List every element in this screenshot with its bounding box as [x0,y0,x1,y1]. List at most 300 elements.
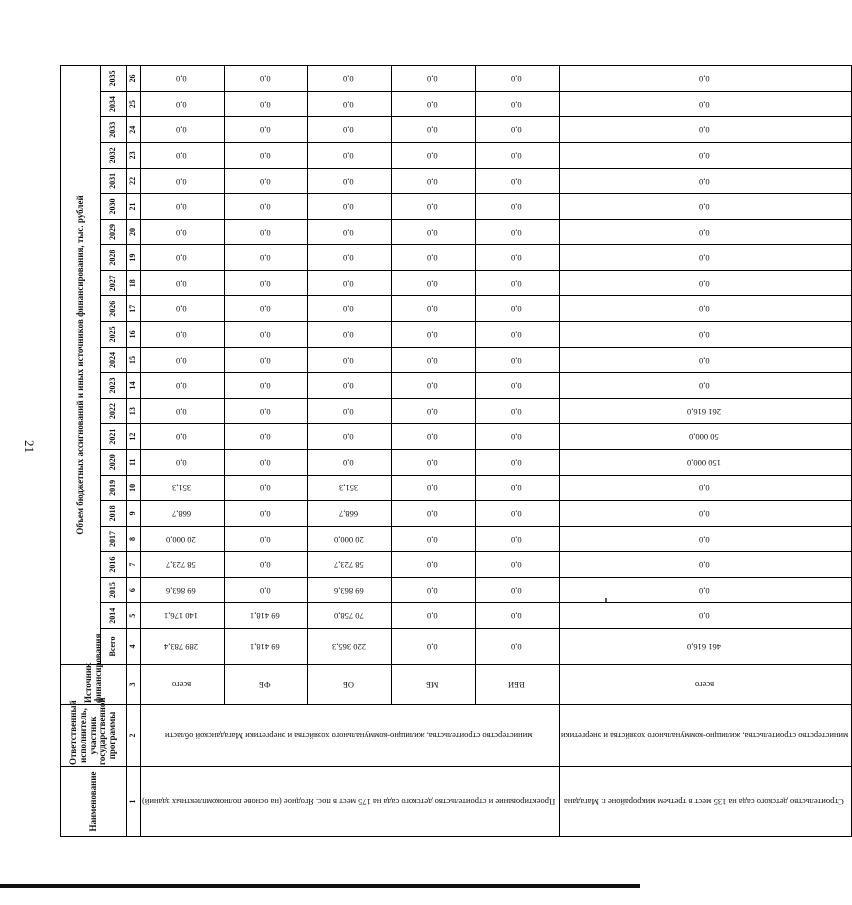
value-cell [475,629,559,665]
column-number-cell [127,245,141,271]
header-year-cell [101,577,127,603]
header-year-cell [101,91,127,117]
funding-value: 0,0 [259,381,271,392]
funding-value: 0,0 [259,330,271,341]
column-number-cell [127,168,141,194]
column-number-cell [127,219,141,245]
value-cell [475,117,559,143]
project-name: Проектирование и строительство детского сада на 175 мест в пос. Ягодное (на основе полнокомплектных зданий) [142,797,556,808]
value-cell [559,245,852,271]
value-cell [559,117,852,143]
funding-value: 0,0 [175,176,187,187]
funding-value: 0,0 [510,227,522,238]
funding-value: 0,0 [426,381,438,392]
value-cell [141,603,225,629]
value-cell [559,91,852,117]
value-cell [475,168,559,194]
table-rotation-wrapper [60,65,848,837]
funding-value: 0,0 [343,227,354,238]
funding-value: 0,0 [510,99,522,110]
funding-value: 0,0 [510,74,522,85]
value-cell [475,603,559,629]
header-year: 2025 [108,326,118,343]
funding-value: 140 176,1 [164,611,199,622]
funding-value: 0,0 [510,406,522,417]
value-cell [475,219,559,245]
value-cell [224,373,308,399]
column-number: 2 [128,733,138,738]
value-cell [141,347,225,373]
value-cell [224,322,308,348]
funding-source-cell [224,665,308,705]
project-name-cell [559,767,852,837]
header-funding-group-cell [61,66,101,665]
header-name: Наименование [87,771,98,832]
header-year-cell [101,194,127,220]
header-year-cell [101,296,127,322]
value-cell [559,398,852,424]
funding-value: 0,0 [426,560,438,571]
header-year-cell [101,424,127,450]
value-cell [392,347,476,373]
column-number: 11 [128,458,138,467]
header-year: 2015 [108,582,118,599]
column-number-cell [127,629,141,665]
value-cell [141,577,225,603]
value-cell [475,577,559,603]
funding-value: 0,0 [426,150,438,161]
value-cell [392,322,476,348]
column-number: 12 [128,432,138,441]
funding-value: 0,0 [343,355,354,366]
funding-value: 0,0 [343,330,354,341]
funding-value: 0,0 [426,457,438,468]
value-cell [559,322,852,348]
funding-value: 261 616,0 [687,406,722,417]
value-cell [475,194,559,220]
value-cell [559,424,852,450]
value-cell [224,219,308,245]
funding-value: 0,0 [175,278,187,289]
funding-value: 0,0 [175,125,187,136]
value-cell [308,526,392,552]
column-number-cell [127,577,141,603]
column-number-cell [127,322,141,348]
value-cell [475,143,559,169]
header-year: 2031 [108,172,118,189]
value-cell [392,629,476,665]
funding-source-cell [559,665,852,705]
funding-value: 0,0 [343,457,354,468]
column-number-cell [127,194,141,220]
funding-value: 0,0 [698,125,710,136]
value-cell [141,66,225,92]
header-year: 2024 [108,351,118,368]
value-cell [559,577,852,603]
value-cell [559,143,852,169]
column-number-cell [127,296,141,322]
header-year-cell [101,270,127,296]
column-number: 8 [128,536,138,541]
header-year: 2033 [108,121,118,138]
funding-value: 0,0 [510,355,522,366]
value-cell [224,577,308,603]
column-number: 21 [128,202,138,211]
funding-value: 0,0 [426,253,438,264]
value-cell [475,91,559,117]
funding-value: 0,0 [426,176,438,187]
funding-value: 0,0 [426,642,438,653]
value-cell [392,577,476,603]
header-year: 2027 [108,275,118,292]
value-cell [392,194,476,220]
value-cell [475,66,559,92]
value-cell [224,526,308,552]
funding-value: 0,0 [175,432,187,443]
funding-value: 69 863,6 [166,585,197,596]
funding-value: 0,0 [698,483,710,494]
value-cell [224,552,308,578]
funding-value: 0,0 [259,99,271,110]
value-cell [308,603,392,629]
funding-value: 0,0 [259,176,271,187]
funding-source: ВБИ [507,680,525,691]
column-number-cell [127,705,141,767]
value-cell [141,322,225,348]
funding-value: 0,0 [175,202,187,213]
funding-value: 0,0 [698,585,710,596]
funding-value: 0,0 [698,381,710,392]
value-cell [141,270,225,296]
header-name-cell [61,767,127,837]
funding-value: 289 783,4 [164,642,199,653]
value-cell [308,91,392,117]
value-cell [224,475,308,501]
value-cell [224,449,308,475]
value-cell [392,398,476,424]
column-number: 26 [128,74,138,83]
funding-value: 0,0 [343,99,354,110]
header-year-cell [101,603,127,629]
value-cell [308,143,392,169]
value-cell [559,66,852,92]
funding-value: 0,0 [510,330,522,341]
value-cell [224,603,308,629]
value-cell [475,373,559,399]
header-year-cell [101,117,127,143]
funding-value: 0,0 [426,509,438,520]
funding-source: ОБ [343,680,355,691]
header-year: 2034 [108,96,118,113]
value-cell [475,449,559,475]
funding-value: 0,0 [426,483,438,494]
value-cell [308,449,392,475]
header-year: 2032 [108,147,118,164]
funding-value: 0,0 [343,278,354,289]
scan-artifact [605,598,607,602]
value-cell [308,424,392,450]
funding-value: 0,0 [698,202,710,213]
column-number: 4 [128,644,138,649]
value-cell [475,501,559,527]
funding-value: 0,0 [259,74,271,85]
value-cell [392,117,476,143]
column-number-cell [127,373,141,399]
column-number: 9 [128,511,138,516]
funding-value: 0,0 [259,304,271,315]
funding-value: 0,0 [698,330,710,341]
value-cell [308,577,392,603]
column-number: 10 [128,483,138,492]
value-cell [392,449,476,475]
value-cell [308,168,392,194]
funding-value: 0,0 [343,406,354,417]
funding-value: 0,0 [510,150,522,161]
header-year-cell [101,526,127,552]
value-cell [141,475,225,501]
value-cell [224,424,308,450]
value-cell [475,475,559,501]
value-cell [475,296,559,322]
value-cell [224,117,308,143]
funding-value: 58 723,7 [333,560,364,571]
funding-value: 0,0 [510,253,522,264]
value-cell [392,66,476,92]
funding-value: 0,0 [698,560,710,571]
column-number: 7 [128,562,138,567]
header-year: 2021 [108,428,118,445]
value-cell [141,373,225,399]
value-cell [141,117,225,143]
funding-value: 70 758,0 [333,611,364,622]
funding-value: 0,0 [698,227,710,238]
value-cell [475,552,559,578]
funding-source: всего [694,680,714,691]
funding-value: 0,0 [259,202,271,213]
column-number-cell [127,603,141,629]
header-year: 2028 [108,249,118,266]
column-number: 5 [128,613,138,618]
funding-source-cell [392,665,476,705]
value-cell [141,449,225,475]
funding-value: 0,0 [343,432,354,443]
header-year: 2018 [108,505,118,522]
funding-source: МБ [426,680,439,691]
value-cell [308,66,392,92]
funding-table [60,65,852,837]
funding-value: 0,0 [426,125,438,136]
value-cell [141,424,225,450]
value-cell [392,245,476,271]
column-number: 18 [128,279,138,288]
value-cell [392,552,476,578]
funding-value: 0,0 [259,483,271,494]
funding-value: 0,0 [259,534,271,545]
column-number: 16 [128,330,138,339]
value-cell [392,424,476,450]
header-year-cell [101,449,127,475]
responsible-executor: министерство строительства, жилищно-коммунального хозяйства и энергетики Магаданской области [164,731,533,742]
funding-value: 0,0 [175,253,187,264]
value-cell [308,194,392,220]
column-number-cell [127,143,141,169]
value-cell [475,270,559,296]
header-year-cell [101,322,127,348]
funding-value: 220 365,3 [331,642,366,653]
value-cell [392,373,476,399]
value-cell [224,296,308,322]
funding-value: 0,0 [175,457,187,468]
header-year: 2022 [108,403,118,420]
value-cell [475,398,559,424]
value-cell [224,245,308,271]
value-cell [392,91,476,117]
funding-value: 0,0 [426,202,438,213]
responsible-executor: министерство строительства, жилищно-коммунального хозяйства и энергетики [560,731,848,742]
funding-value: 0,0 [343,150,354,161]
value-cell [559,168,852,194]
value-cell [224,347,308,373]
value-cell [141,245,225,271]
funding-value: 0,0 [259,509,271,520]
header-year: 2017 [108,530,118,547]
column-number-cell [127,347,141,373]
value-cell [141,552,225,578]
funding-value: 0,0 [343,74,354,85]
column-number: 14 [128,381,138,390]
funding-source-cell [475,665,559,705]
value-cell [141,219,225,245]
header-year-cell [101,373,127,399]
value-cell [308,270,392,296]
value-cell [559,526,852,552]
funding-value: 0,0 [175,227,187,238]
value-cell [308,475,392,501]
funding-source-cell [308,665,392,705]
header-year: 2029 [108,224,118,241]
value-cell [559,347,852,373]
column-number-cell [127,552,141,578]
funding-value: 0,0 [259,585,271,596]
funding-value: 0,0 [698,611,710,622]
funding-value: 0,0 [426,227,438,238]
value-cell [224,270,308,296]
value-cell [392,143,476,169]
funding-value: 0,0 [698,176,710,187]
funding-value: 0,0 [510,560,522,571]
value-cell [392,526,476,552]
funding-value: 20 000,0 [333,534,364,545]
value-cell [224,143,308,169]
value-cell [392,219,476,245]
header-year: 2020 [108,454,118,471]
column-number: 1 [128,799,138,804]
header-year-cell [101,475,127,501]
column-number: 13 [128,407,138,416]
value-cell [559,475,852,501]
value-cell [308,398,392,424]
funding-value: 0,0 [175,406,187,417]
funding-value: 0,0 [175,74,187,85]
rotated-page-content [60,65,848,837]
column-number: 24 [128,125,138,134]
header-year: 2016 [108,556,118,573]
funding-value: 0,0 [510,202,522,213]
funding-value: 0,0 [426,99,438,110]
value-cell [308,501,392,527]
header-year-cell [101,66,127,92]
table-row [141,66,225,837]
funding-value: 351,3 [339,483,359,494]
value-cell [308,552,392,578]
funding-value: 0,0 [698,278,710,289]
column-number-cell [127,66,141,92]
funding-value: 0,0 [175,150,187,161]
value-cell [475,424,559,450]
funding-source: ФБ [259,680,271,691]
value-cell [559,373,852,399]
funding-value: 0,0 [510,534,522,545]
funding-value: 50 000,0 [689,432,720,443]
funding-value: 668,7 [339,509,359,520]
header-responsible-cell [61,697,127,767]
value-cell [141,194,225,220]
funding-value: 0,0 [175,330,187,341]
funding-value: 0,0 [259,457,271,468]
column-number-cell [127,501,141,527]
column-number-cell [127,665,141,705]
funding-value: 20 000,0 [166,534,197,545]
value-cell [224,91,308,117]
funding-value: 0,0 [510,585,522,596]
funding-value: 0,0 [426,330,438,341]
funding-value: 0,0 [510,611,522,622]
funding-value: 0,0 [259,560,271,571]
value-cell [141,91,225,117]
funding-value: 0,0 [259,355,271,366]
value-cell [141,526,225,552]
value-cell [559,194,852,220]
value-cell [224,501,308,527]
funding-value: 0,0 [426,278,438,289]
project-name: Строительство детского сада на 135 мест в третьем микрорайоне г. Магадана [564,797,845,808]
project-name-cell [141,767,560,837]
funding-value: 0,0 [698,304,710,315]
funding-source-cell [141,665,225,705]
funding-value: 0,0 [698,534,710,545]
funding-value: 0,0 [426,74,438,85]
value-cell [392,603,476,629]
value-cell [392,296,476,322]
funding-value: 0,0 [510,509,522,520]
funding-value: 0,0 [426,432,438,443]
funding-value: 668,7 [171,509,191,520]
funding-value: 0,0 [698,99,710,110]
value-cell [559,603,852,629]
funding-value: 0,0 [259,253,271,264]
funding-value: 0,0 [698,74,710,85]
value-cell [308,322,392,348]
funding-value: 58 723,7 [166,560,197,571]
value-cell [308,117,392,143]
value-cell [559,552,852,578]
value-cell [141,398,225,424]
value-cell [141,296,225,322]
funding-value: 0,0 [426,611,438,622]
value-cell [224,398,308,424]
header-total: Всего [108,636,118,657]
funding-value: 0,0 [698,509,710,520]
